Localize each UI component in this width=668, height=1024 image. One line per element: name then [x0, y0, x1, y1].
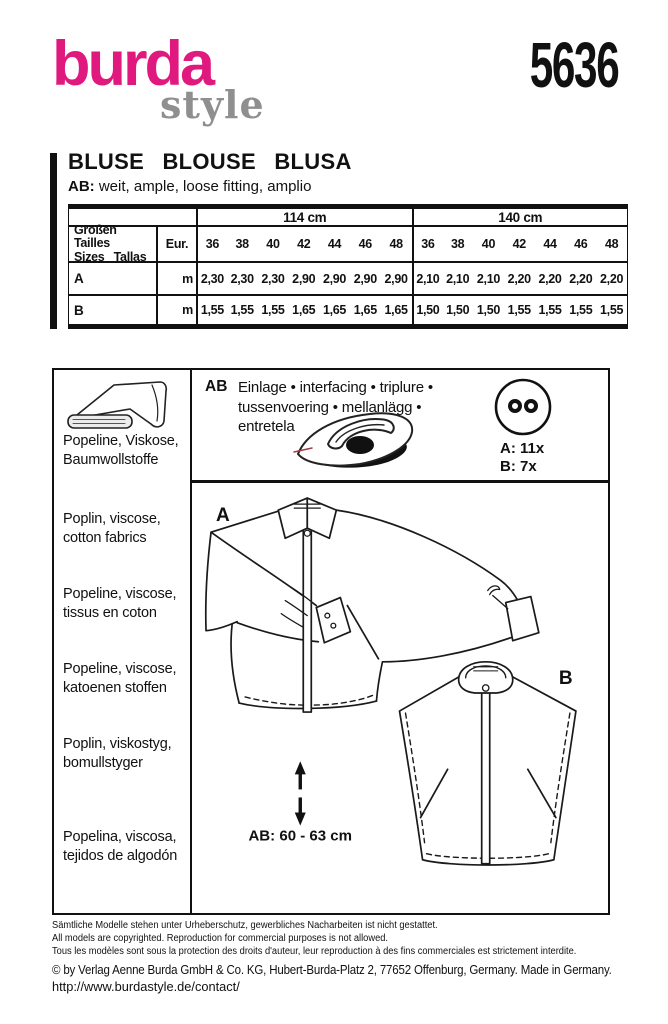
yardage-cell: 1,55 [230, 303, 254, 317]
fabric-item [63, 660, 176, 697]
eur-label-cell: Eur. [156, 227, 196, 263]
yardage-cell: 1,65 [322, 303, 347, 317]
yardage-cell: 2,10 [412, 263, 443, 296]
fabric-line: Poplin, viskostyg, [63, 736, 172, 752]
unit-cell: m [156, 296, 196, 324]
view-row-label: A [69, 263, 156, 296]
yardage-cell: 1,65 [292, 303, 316, 317]
fabric-line: katoenen stoffen [63, 679, 167, 696]
iron-icon [292, 404, 432, 476]
fabric-line: bomullstyger [63, 754, 143, 771]
fabric-line: tejidos de algodón [63, 847, 178, 864]
yardage-cell: 2,90 [381, 263, 412, 296]
unit-cell: m [156, 263, 196, 296]
yardage-cell: 1,55 [196, 296, 227, 324]
fabric-width-header: 114 cm [196, 209, 412, 227]
yardage-cell: 2,90 [288, 263, 319, 296]
fabric-line: tissus en coton [63, 604, 157, 621]
size-col-header: 46 [350, 227, 381, 263]
interfacing-line: tussenvoering • mellanlägg • [238, 398, 422, 416]
fabric-line: Baumwollstoffe [63, 451, 159, 468]
size-col-header: 36 [412, 227, 443, 263]
view-a-label: A [216, 505, 230, 527]
size-col-header: 48 [381, 227, 412, 263]
fabric-line: cotton fabrics [63, 529, 147, 546]
fabric-requirements-table [68, 204, 628, 329]
views-ab-label: AB [205, 378, 228, 395]
fit-label: AB: [68, 178, 95, 195]
yardage-cell: 1,50 [446, 303, 470, 317]
burda-style-logo-sub: style [160, 82, 265, 127]
size-col-header: 48 [596, 227, 627, 263]
size-col-header: 40 [473, 227, 504, 263]
fabric-line: Popeline, viscose, [63, 586, 177, 602]
yardage-cell: 1,55 [569, 303, 593, 317]
legal-footer [52, 920, 628, 994]
yardage-cell: 2,30 [227, 263, 258, 296]
yardage-cell: 1,50 [412, 296, 443, 324]
yardage-cell: 1,55 [600, 303, 624, 317]
interfacing-line: Einlage • interfacing • triplure • [238, 379, 433, 396]
size-col-header: 42 [288, 227, 319, 263]
button-count-a: A: 11x [500, 440, 545, 457]
yardage-cell: 1,55 [261, 303, 285, 317]
size-col-header: 44 [319, 227, 350, 263]
fabric-item [63, 585, 176, 622]
copyright-note-en: All models are copyrighted. Reproduction for commercial purposes is not allowed. [52, 932, 389, 944]
view-b-label: B [558, 667, 573, 689]
copyright-note-fr: Tous les modèles sont sous la protection des droits d'auteur, leur reproduction à des fins commerciales est strictement interdite. [52, 945, 577, 957]
size-col-header: 40 [258, 227, 289, 263]
length-note: AB: 60 - 63 cm [248, 827, 353, 845]
size-col-header: 44 [535, 227, 566, 263]
size-col-header: 46 [565, 227, 596, 263]
length-arrow-icon [295, 761, 306, 825]
fabric-bolt-icon [64, 377, 180, 435]
interfacing-notions-box [192, 370, 608, 483]
size-col-header: 42 [504, 227, 535, 263]
yardage-cell: 2,10 [442, 263, 473, 296]
yardage-cell: 2,10 [473, 263, 504, 296]
button-count-b: B: 7x [500, 458, 537, 475]
fabric-item [63, 432, 178, 469]
fabric-line: Popeline, Viskose, [63, 433, 179, 449]
title-accent-bar [50, 153, 57, 329]
yardage-cell: 1,50 [476, 303, 501, 317]
yardage-cell: 1,55 [507, 303, 531, 317]
right-panel [192, 370, 608, 913]
size-col-header: 38 [442, 227, 473, 263]
fit-description [68, 178, 311, 195]
details-panel [52, 368, 610, 915]
fabric-item [63, 828, 177, 865]
pattern-number: 5636 [529, 29, 618, 101]
garment-line-art [192, 483, 608, 913]
yardage-cell: 2,20 [596, 263, 627, 296]
view-b-drawing [399, 662, 575, 865]
sizes-label-line1: Größen Tailles [74, 222, 117, 251]
publisher-copyright: © by Verlag Aenne Burda GmbH & Co. KG, Hubert-Burda-Platz 2, 77652 Offenburg, Germany. Made in Germany. [52, 961, 612, 977]
fabric-line: Popelina, viscosa, [63, 829, 177, 845]
yardage-cell: 2,30 [196, 263, 227, 296]
yardage-cell: 2,90 [319, 263, 350, 296]
size-col-header: 38 [227, 227, 258, 263]
button-icon [488, 374, 558, 442]
fit-text: weit, ample, loose fitting, amplio [94, 178, 312, 195]
contact-url: http://www.burdastyle.de/contact/ [52, 978, 240, 994]
yardage-cell: 2,30 [258, 263, 289, 296]
fabric-line: Poplin, viscose, [63, 511, 161, 527]
yardage-cell: 2,90 [350, 263, 381, 296]
fabric-item [63, 735, 171, 772]
sizes-label-cell [69, 222, 156, 264]
yardage-cell: 2,20 [565, 263, 596, 296]
fabric-item [63, 510, 161, 547]
view-row-label: B [74, 302, 84, 318]
interfacing-line: entretela [238, 418, 295, 435]
size-col-header: 36 [196, 227, 227, 263]
yardage-cell: 2,20 [535, 263, 566, 296]
yardage-cell: 1,55 [538, 303, 562, 317]
fabric-recommendations-sidebar [54, 370, 192, 913]
yardage-cell: 1,65 [353, 303, 377, 317]
button-counts [500, 440, 544, 476]
technical-drawings [192, 483, 608, 913]
page-title: BLUSE BLOUSE BLUSA [68, 149, 352, 174]
fabric-width-header: 140 cm [412, 209, 628, 227]
burda-logo: burda [52, 29, 213, 99]
yardage-cell: 1,65 [384, 303, 408, 317]
fabric-line: Popeline, viscose, [63, 661, 177, 677]
copyright-note-de: Sämtliche Modelle stehen unter Urheberschutz, gewerbliches Nacharbeiten ist nicht gestattet. [52, 920, 438, 931]
sizes-label-line2: Sizes Tallas [74, 249, 147, 264]
yardage-cell: 2,20 [504, 263, 535, 296]
